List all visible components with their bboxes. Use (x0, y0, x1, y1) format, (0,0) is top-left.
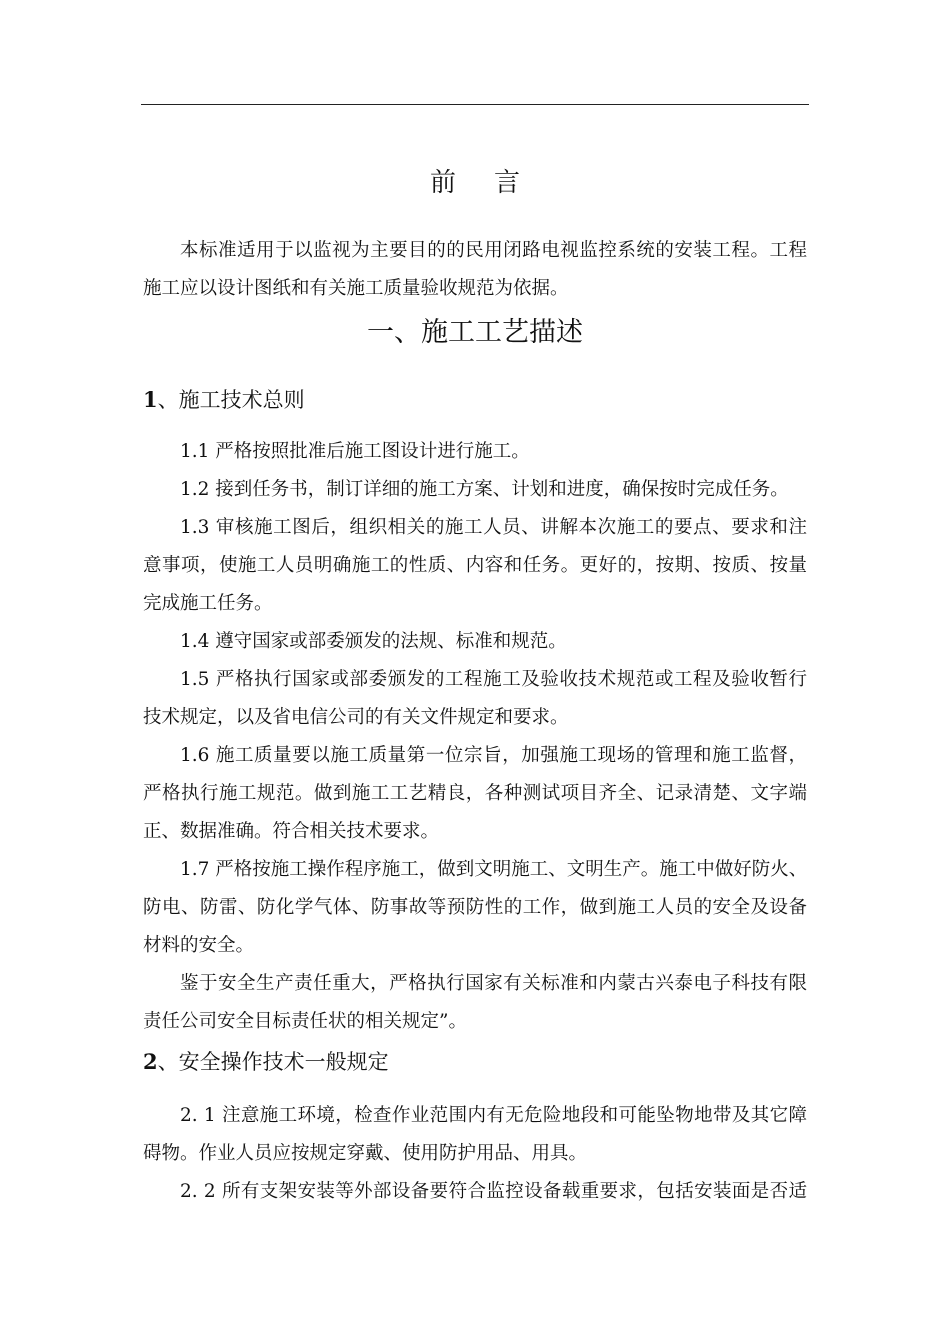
section-1-line: 1.7 严格按施工操作程序施工，做到文明施工、文明生产。施工中做好防火、 (180, 859, 808, 880)
preface-title-char-1: 前 (429, 168, 456, 198)
chapter-title: 一、施工工艺描述 (367, 317, 583, 348)
section-2-number: 2 (143, 1049, 158, 1074)
preface-title (143, 163, 807, 203)
section-1-line: 1.6 施工质量要以施工质量第一位宗旨，加强施工现场的管理和施工监督， (180, 745, 807, 766)
section-1-number: 1 (143, 387, 158, 412)
section-1-line: 1.4 遵守国家或部委颁发的法规、标准和规范。 (180, 631, 567, 652)
section-1-line: 鉴于安全生产责任重大，严格执行国家有关标准和内蒙古兴泰电子科技有限 (180, 973, 807, 994)
section-1-line: 防电、防雷、防化学气体、防事故等预防性的工作，做到施工人员的安全及设备 (143, 897, 807, 918)
preface-line-1: 本标准适用于以监视为主要目的的民用闭路电视监控系统的安装工程。工程 (180, 240, 807, 261)
section-1-line: 1.5 严格执行国家或部委颁发的工程施工及验收技术规范或工程及验收暂行 (180, 669, 807, 690)
section-2-title: 、安全操作技术一般规定 (157, 1050, 389, 1074)
preface-title-char-2: 言 (494, 168, 521, 198)
section-1-line: 1.2 接到任务书，制订详细的施工方案、计划和进度，确保按时完成任务。 (180, 479, 789, 500)
section-1-line: 严格执行施工规范。做到施工工艺精良，各种测试项目齐全、记录清楚、文字端 (143, 783, 807, 804)
preface-line-2: 施工应以设计图纸和有关施工质量验收规范为依据。 (143, 278, 569, 299)
section-1-line: 责任公司安全目标责任状的相关规定”。 (143, 1011, 467, 1032)
section-1-line: 技术规定，以及省电信公司的有关文件规定和要求。 (143, 707, 569, 728)
section-2-line: 2. 2 所有支架安装等外部设备要符合监控设备载重要求，包括安装面是否适 (180, 1181, 807, 1202)
section-1-title: 、施工技术总则 (157, 388, 305, 412)
section-1-line: 意事项，使施工人员明确施工的性质、内容和任务。更好的，按期、按质、按量 (143, 555, 807, 576)
section-2-heading (143, 1045, 807, 1079)
section-1-line: 完成施工任务。 (143, 593, 273, 614)
section-2-line: 2. 1 注意施工环境，检查作业范围内有无危险地段和可能坠物地带及其它障 (180, 1105, 807, 1126)
header-rule (141, 104, 809, 105)
section-1-heading (143, 383, 807, 417)
section-1-line: 正、数据准确。符合相关技术要求。 (143, 821, 440, 842)
section-2-line: 碍物。作业人员应按规定穿戴、使用防护用品、用具。 (143, 1143, 588, 1164)
section-1-line: 1.1 严格按照批准后施工图设计进行施工。 (180, 441, 530, 462)
section-1-line: 材料的安全。 (143, 935, 255, 956)
section-1-line: 1.3 审核施工图后，组织相关的施工人员、讲解本次施工的要点、要求和注 (180, 517, 807, 538)
